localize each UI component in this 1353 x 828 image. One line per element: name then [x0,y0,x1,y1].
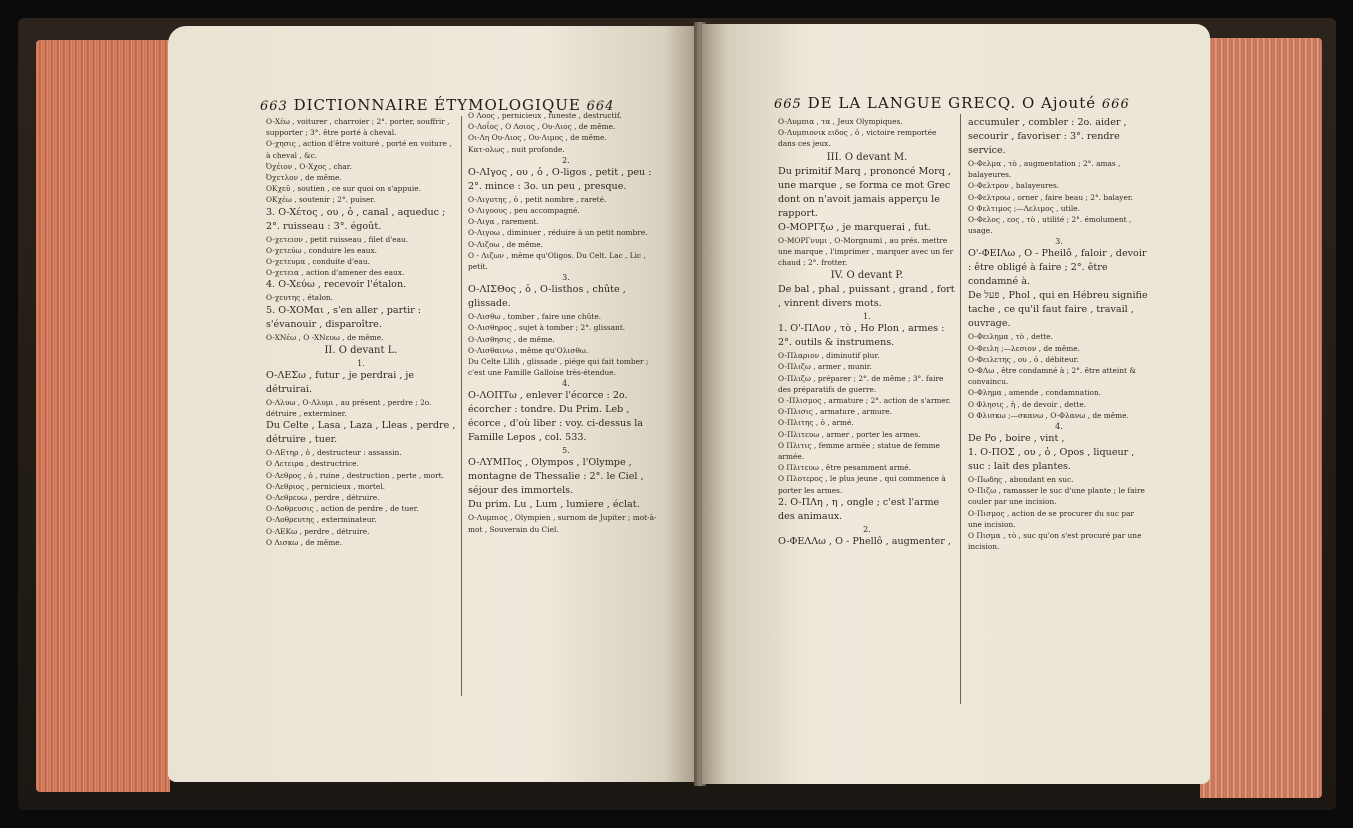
dictionary-entry: 1. [863,312,871,322]
dictionary-entry: O-Λισθηρος , sujet à tomber ; 2°. glissant. [468,323,626,333]
dictionary-entry: O-Λισθαινω , même qu'Ολισθω. [468,345,589,355]
dictionary-entry: O-Φειλημα , τὸ , dette. [968,332,1053,342]
dictionary-entry: ΟΚχέω , soutenir ; 2°. puiser. [266,195,376,205]
dictionary-entry: O-Λιγοτης , ὁ , petit nombre , rareté. [468,194,607,204]
dictionary-entry: O-Λισθω , tomber , faire une chûte. [468,312,602,322]
page-number-666: 666 [1101,97,1130,112]
dictionary-entry: accumuler , combler : 2o. aider , secourir , favoriser : 3°. rendre service. [968,117,1127,156]
dictionary-entry: O-Φελτρον , balayeures. [968,181,1060,191]
dictionary-entry: O-Λοθρευτης , exterminateur. [266,515,377,525]
dictionary-entry: 5. O-XOMαι , s'en aller , partir : s'évanouir , disparoître. [266,304,422,330]
dictionary-entry: O-Λυμπιος , Olympien , surnom de Jupiter ; mot-à-mot , Souverain du Ciel. [468,513,657,534]
dictionary-entry: O-ΛΙΣΘος , ὁ , O-listhos , chûte , glissade. [468,284,626,310]
left-page [168,26,696,782]
dictionary-entry: O-Φειλη ;—λεσιον , de même. [968,343,1080,353]
dictionary-entry: 2. [562,155,570,165]
dictionary-entry: Du Celte Lllih , glissade , piége qui fait tomber ; c'est une Famille Galloise très-étendue. [468,357,649,378]
dictionary-entry: O Φελτιμος ;—Λελιμος , utile. [968,203,1080,213]
dictionary-entry: O Φλισκω ;—σκανω , O-Φλανω , de même. [968,410,1129,420]
dictionary-entry: O-χευτης , étalon. [266,293,334,303]
dictionary-entry: O-Λιγοω , diminuer , réduire à un petit nombre. [468,228,648,238]
right-title: DE LA LANGUE GRECQ. O Ajouté [807,94,1097,112]
section-heading: IV. O devant P. [830,270,904,282]
dictionary-entry: O-ΦΕΛΛω , O - Phellô , augmenter , [778,535,951,547]
dictionary-entry: O-ΛΙγος , ου , ὁ , O-ligos , petit , peu : 2°. mince : 3o. un peu , presque. [468,166,652,192]
right-running-head [774,94,1130,112]
dictionary-entry: 4. O-Xεύω , recevoir l'étalon. [266,279,407,291]
dictionary-entry: O-ΛΕΚω , perdre , détruire. [266,526,370,536]
dictionary-entry: O-Χέω , voiturer , charroier ; 2°. porter, souffrir , supporter ; 3°. être porté à cheval. [266,117,450,138]
page-number-664: 664 [586,99,615,114]
dictionary-entry: O-Λιγα , rarement. [468,217,539,227]
column-rule [960,114,961,704]
dictionary-entry: O-MOPΓνυμι , O-Morgnumi , au prés. mettre une marque , l'imprimer , marquer avec un fer chaud ; 2°. frotter. [778,235,954,268]
dictionary-entry: ΟΚχεῦ , soutien , ce sur quoi on s'appuie. [266,184,421,194]
dictionary-entry: O-Πλιτευω , armer , porter les armes. [778,429,921,439]
section-heading: II. O devant L. [324,344,398,356]
page-edges-left [36,40,170,792]
dictionary-entry: O Πλοτερος , le plus jeune , qui commence à porter les armes. [778,474,946,495]
dictionary-entry: 2. [863,524,871,534]
dictionary-entry: O Φλησις , ἡ , de devoir , dette. [968,399,1087,409]
dictionary-entry: O-Λοθρευσις , action de perdre , de tuer. [266,504,419,514]
left-column-2 [468,110,664,535]
dictionary-entry: De פעל , Phol , qui en Hébreu signifie tache , ce qu'il faut faire , travail , ouvrage. [968,290,1148,330]
dictionary-entry: O-ΛΥΜΠος , Olympos , l'Olympe , montagne de Thessalie : 2°. le Ciel , séjour des immortels. [468,457,644,497]
dictionary-entry: O-ΛΕΣω , futur , je perdrai , je détruirai. [266,369,415,395]
dictionary-entry: O-χησις , action d'être voituré , porté en voiture , à cheval , &c. [266,139,452,160]
section-heading: III. O devant M. [826,151,908,163]
dictionary-entry: O-Φλημα , amende , condamnation. [968,388,1102,398]
dictionary-entry: 1. O-ΠΟΣ , ου , ὁ , Opos , liqueur , suc : lait des plantes. [968,447,1135,473]
dictionary-entry: O-Φειλετης , ου , ὁ , débiteur. [968,354,1079,364]
dictionary-entry: O-MOPΓξω , je marquerai , fut. [778,221,931,233]
dictionary-entry: De Po , boire , vint , [968,433,1065,445]
dictionary-entry: O-Πλιζω , armer , munir. [778,362,872,372]
dictionary-entry: O-Λιζοω , de même. [468,239,544,249]
page-edges-right [1200,38,1322,798]
dictionary-entry: O - Λιζων , même qu'Oligos. Du Celt. Lac , Lic , petit. [468,250,646,272]
dictionary-entry: O Λετειρα , destructrice. [266,459,359,469]
dictionary-entry: O-Λιγοους , peu accompagné. [468,206,580,216]
dictionary-entry: O-Φελος , εος , τὸ , utilité ; 2°. émolument , usage. [968,215,1132,236]
dictionary-entry: O Πισμα , τὸ , suc qu'on s'est procuré par une incision. [968,531,1142,552]
dictionary-entry: 2. O-ΠΛη , η , ongle ; c'est l'arme des animaux. [778,496,940,522]
right-column-2 [968,116,1150,552]
dictionary-entry: Du prim. Lu , Lum , lumiere , éclat. [468,499,640,511]
dictionary-entry: Oι-Λη Oυ-Λιος , Oυ-Λιμος , de même. [468,133,607,143]
dictionary-entry: O-χετευμα , conduite d'eau. [266,257,370,267]
dictionary-entry: O Πλιτις , femme armée ; statue de femme armée. [778,440,940,462]
dictionary-entry: O-Λεθριος , pernicieux , mortel. [266,481,385,491]
dictionary-entry: O-ΛΟΠΤω , enlever l'écorce : 2o. écorcher : tondre. Du Prim. Leb , écorce , d'où liber : voy. ci-dessus la Famille Lepos , col. 533. [468,390,643,444]
dictionary-entry: O Λοος , pernicieux , funeste , destructif. [468,111,622,120]
dictionary-entry: O -Πλισμος , armature ; 2°. action de s'armer. [778,396,951,406]
dictionary-entry: Du primitif Marq , prononcé Morq , une marque , se forma ce mot Grec dont on n'avoit jamais apperçu le rapport. [778,165,951,219]
column-rule [461,116,462,696]
dictionary-entry: O-Λισθησις , de même. [468,334,555,344]
dictionary-entry: Κατ-ολως , nuit profonde. [468,144,565,154]
page-number-663: 663 [260,99,288,114]
dictionary-entry: O-Φελτροω , orner , faire beau ; 2°. balayer. [968,192,1133,202]
dictionary-entry: O-Πιζω , ramasser le suc d'une plante ; le faire couler par une incision. [968,486,1145,507]
dictionary-entry: O-Πλαριον , diminutif plur. [778,351,880,361]
dictionary-entry: Ὀχετλον , de même. [266,173,342,183]
dictionary-entry: O-XNέω , O -XNευω , de même. [266,332,384,342]
dictionary-entry: 4. [1055,422,1063,432]
dictionary-entry: O-Λοΐος , O Λοιος , Oυ-Λιος , de même. [468,122,616,132]
dictionary-entry: O-Πλισις , armature , armure. [778,407,892,417]
dictionary-entry: O Λισκω , de même. [266,537,342,547]
dictionary-entry: O'-ΦΕΙΛω , O - Pheilô , faloir , devoir : être obligé à faire ; 2°. être condamné à. [968,248,1147,288]
dictionary-entry: 1. [357,358,365,368]
dictionary-entry: O-Πωδης , abondant en suc. [968,475,1074,485]
left-title: DICTIONNAIRE ÉTYMOLOGIQUE [293,96,581,114]
dictionary-entry: De bal , phal , puissant , grand , fort , vinrent divers mots. [778,284,955,310]
dictionary-entry: Ὀχέιον , O-Χχος , char. [266,161,352,171]
dictionary-entry: O-Πισμος , action de se procurer du suc par une incision. [968,508,1135,529]
dictionary-entry: O-χετεύω , conduire les eaux. [266,245,378,255]
dictionary-entry: O-Φελμα , τὸ , augmentation ; 2°. amas , balayeures. [968,159,1121,180]
dictionary-entry: 3. [562,273,570,283]
dictionary-entry: O-Λεθρευω , perdre , détruire. [266,493,380,503]
dictionary-entry: 1. O'-ΠΛον , τὸ , Ho Plon , armes : 2°. outils & instrumens. [778,323,945,349]
dictionary-entry: O-Λεθρος , ὁ , ruine , destruction , perte , mort. [266,470,444,480]
dictionary-entry: O-ΦΛω , être condamné à ; 2°. être atteint & convaincu. [968,366,1136,387]
dictionary-entry: O-Λυμπια , τα , Jeux Olympiques. [778,117,903,126]
dictionary-entry: O Πλιτευω , être pesamment armé. [778,463,911,473]
dictionary-entry: 5. [562,446,570,456]
dictionary-entry: O-Πλιζω , préparer ; 2°. de même ; 3°. faire des préparatifs de guerre. [778,373,944,394]
dictionary-entry: Du Celte , Lasa , Laza , Lleas , perdre , détruire , tuer. [266,420,456,446]
dictionary-entry: O-Λλυω , O-Λλυμι , au présent , perdre ; 2o. détruire , exterminer. [266,397,432,419]
left-column-1 [266,116,456,548]
dictionary-entry: O-ΛΕτηρ , ὁ , destructeur : assassin. [266,448,402,458]
dictionary-entry: 4. [562,379,570,389]
dictionary-entry: 3. [1055,237,1063,247]
right-column-1 [778,116,956,549]
dictionary-entry: O-χετεια , action d'amener des eaux. [266,268,405,278]
right-page [702,24,1210,784]
dictionary-entry: 3. O-Xέτος , ου , ὁ , canal , aqueduc ; 2°. ruisseau : 3°. égoût. [266,206,446,232]
dictionary-entry: O-Λυμπιονικ ειδος , ὁ , victoire remportée dans ces jeux. [778,128,937,149]
page-number-665: 665 [774,97,802,112]
dictionary-entry: O-Πλιτης , ὁ , armé. [778,418,854,428]
dictionary-entry: O-χετειον , petit ruisseau , filet d'eau. [266,234,409,244]
